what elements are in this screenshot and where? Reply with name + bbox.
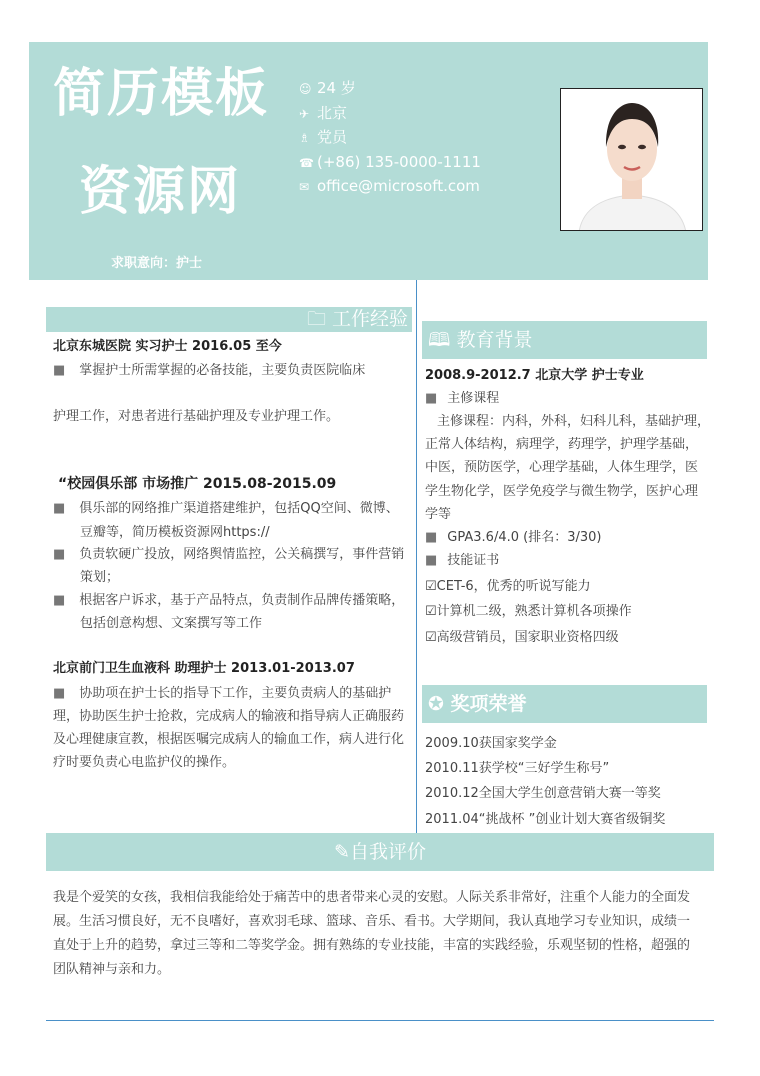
courses-line-3: 中医，预防医学，心理学基础，人体生理学，医 — [425, 460, 699, 475]
star-icon: ✪ — [428, 693, 451, 715]
square-bullet-icon: ■ — [425, 530, 438, 545]
job1-bullet: ■ 掌握护士所需掌握的必备技能，主要负责医院临床 — [53, 363, 366, 378]
self-eval-line-2: 展。生活习惯良好，无不良嗜好，喜欢羽毛球、篮球、音乐、看书。大学期间，我认真地学习专业知识，成绩一 — [53, 914, 691, 929]
gpa: ■ GPA3.6/4.0 (排名：3/30) — [425, 530, 602, 545]
cert-item: ☑CET-6，优秀的听说写能力 — [425, 579, 591, 594]
square-bullet-icon: ■ — [53, 593, 66, 608]
cert-label: ■ 技能证书 — [425, 553, 500, 568]
award-item: 2011.04“挑战杯 ”创业计划大赛省级铜奖 — [425, 812, 666, 827]
square-bullet-icon: ■ — [53, 547, 66, 562]
award-item: 2010.11获学校“三好学生称号” — [425, 761, 610, 776]
self-eval-line-1: 我是个爱笑的女孩，我相信我能给处于痛苦中的患者带来心灵的安慰。人际关系非常好，注重个人能力的全面发 — [53, 890, 691, 905]
job3-line-3: 及心理健康宣教，根据医嘱完成病人的输血工作，病人进行化 — [53, 732, 405, 747]
square-bullet-icon: ■ — [425, 391, 438, 406]
education-section-header — [422, 321, 707, 359]
education-section-title: 🕮 教育背景 — [428, 329, 533, 351]
resume-title-line1: 简历模板 — [53, 64, 270, 124]
mail-icon: ✉ — [299, 180, 310, 194]
education-heading: 2008.9-2012.7 北京大学 护士专业 — [425, 368, 644, 383]
self-eval-section-title: ✎自我评价 — [334, 841, 426, 863]
profile-photo — [560, 88, 703, 231]
age-text: 24 岁 — [317, 79, 356, 97]
job2-bullet-3: ■ 根据客户诉求，基于产品特点，负责制作品牌传播策略， — [53, 593, 405, 608]
awards-section-title: ✪ 奖项荣誉 — [428, 693, 527, 715]
smile-icon: ☺ — [299, 82, 312, 96]
self-eval-section-header — [46, 833, 714, 871]
folder-icon: 🗀 — [306, 308, 332, 330]
cert-item: ☑高级营销员，国家职业资格四级 — [425, 630, 619, 645]
phone-icon: ☎ — [299, 155, 314, 170]
job2-bullet-2-cont: 策划； — [80, 570, 120, 585]
job1-bullet-cont: 护理工作，对患者进行基础护理及专业护理工作。 — [53, 409, 340, 424]
header-banner — [29, 42, 708, 280]
job3-line-1: ■ 协助项在护士长的指导下工作，主要负责病人的基础护 — [53, 686, 392, 701]
work-section-title: 🗀 工作经验 — [306, 308, 408, 330]
square-bullet-icon: ■ — [53, 501, 66, 516]
courses-line-1: 主修课程：内科，外科，妇科儿科，基础护理， — [437, 414, 711, 429]
plane-icon: ✈ — [299, 106, 310, 121]
job1-heading: 北京东城医院 实习护士 2016.05 至今 — [53, 339, 282, 354]
job3-line-4: 疗时要负责心电监护仪的操作。 — [53, 755, 236, 770]
political-status-text: 党员 — [317, 128, 348, 146]
award-item: 2009.10获国家奖学金 — [425, 736, 557, 751]
square-bullet-icon: ■ — [53, 686, 66, 701]
email-text[interactable]: office@microsoft.com — [317, 177, 480, 195]
square-bullet-icon: ■ — [53, 363, 66, 378]
job3-line-2: 理，协助医生护士抢救，完成病人的输液和指导病人正确服药 — [53, 709, 405, 724]
personal-info — [299, 76, 481, 199]
job3-heading: 北京前门卫生血液科 助理护士 2013.01-2013.07 — [53, 661, 355, 676]
self-eval-line-4: 团队精神与亲和力。 — [53, 962, 171, 977]
awards-section-header — [422, 685, 707, 723]
courses-line-5: 学等 — [425, 507, 452, 522]
job2-bullet-1: ■ 俱乐部的网络推广渠道搭建维护，包括QQ空间、微博、 — [53, 501, 399, 516]
job-objective: 求职意向：护士 — [111, 256, 203, 271]
phone-row — [299, 150, 481, 175]
job2-bullet-2: ■ 负责软硬广投放，网络舆情监控，公关稿撰写，事件营销 — [53, 547, 405, 562]
cert-item: ☑计算机二级，熟悉计算机各项操作 — [425, 604, 632, 619]
political-status-row — [299, 125, 481, 150]
job2-heading: “校园俱乐部 市场推广 2015.08-2015.09 — [58, 476, 337, 492]
portrait-image — [561, 89, 703, 231]
courses-label: ■ 主修课程 — [425, 391, 500, 406]
phone-text[interactable]: (+86) 135-0000-1111 — [317, 152, 481, 171]
work-section-header — [46, 307, 412, 332]
self-eval-line-3: 直处于上升的趋势，拿过三等和二等奖学金。拥有熟练的专业技能，丰富的实践经验，乐观坚韧的性格，超强的 — [53, 938, 691, 953]
job2-bullet-1-cont: 豆瓣等，简历模板资源网https:// — [80, 525, 270, 540]
age-row — [299, 76, 481, 101]
resume-title-line2: 资源网 — [79, 162, 242, 222]
square-bullet-icon: ■ — [425, 553, 438, 568]
pencil-icon: ✎ — [334, 841, 350, 863]
book-icon: 🕮 — [428, 329, 457, 351]
courses-line-4: 学生物化学，医学免疫学与微生物学，医护心理 — [425, 484, 699, 499]
location-row — [299, 101, 481, 126]
job2-bullet-3-cont: 包括创意构想、文案撰写等工作 — [80, 616, 263, 631]
badge-icon: ♗ — [299, 131, 310, 145]
location-text: 北京 — [317, 103, 348, 122]
award-item: 2010.12全国大学生创意营销大赛一等奖 — [425, 786, 661, 801]
column-divider — [416, 280, 417, 833]
footer-divider — [46, 1020, 714, 1021]
email-row — [299, 174, 481, 199]
courses-line-2: 正常人体结构，病理学，药理学，护理学基础， — [425, 437, 699, 452]
